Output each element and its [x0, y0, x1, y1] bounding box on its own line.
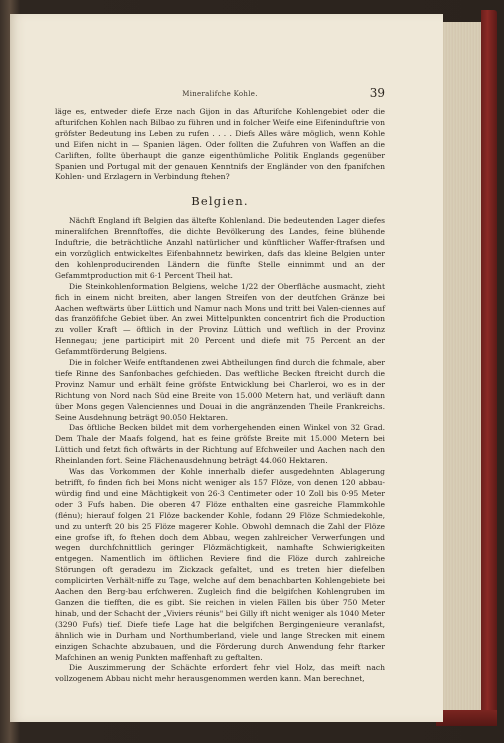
paragraph: Das öftliche Becken bildet mit dem vorhergehenden einen Winkel von 32 Grad. Dem Thale der Maafs folgend, hat es feine gröfste Breite mit 15.000 Metern bei Lüttich und fetzt fich oftwärts in der Richtung auf Efchweiler und Aachen nach den Rheinlanden fort. Seine Flächenausdehnung beträgt 44.060 Hektaren.	[55, 423, 385, 466]
paragraph: Nächft England ift Belgien das ältefte Kohlenland. Die bedeutenden Lager diefes mineralifchen Brennftoffes, die dichte Bevölkerung des Landes, feine blühende Induftrie, die beträchtliche Anzahl natürlicher und künftlicher Waffer-ftrafsen und ein vorzüglich entwickeltes Eifenbahnnetz bewirken, dafs das kleine Belgien unter den kohlenproducirenden Ländern die fünfte Stelle einnimmt und an der Gefammtproduction mit 6·1 Percent Theil hat.	[55, 216, 385, 280]
page-header	[55, 86, 385, 100]
book-cover-edge	[481, 10, 497, 726]
running-head: Mineralifche Kohle.	[182, 90, 258, 98]
paragraph: Was das Vorkommen der Kohle innerhalb diefer ausgedehnten Ablagerung betrifft, fo finden fich bei Mons nicht weniger als 157 Flöze, von denen 120 abbau-würdig find und eine Mächtigkeit von 26·3 Centimeter oder 10 Zoll bis 0·95 Meter oder 3 Fufs haben. Die oberen 47 Flöze enthalten eine gasreiche Flammkohle (flénu); hierauf folgen 21 Flöze backender Kohle, fodann 29 Flöze Schmiedekohle, und zu unterft 20 bis 25 Flöze magerer Kohle. Obwohl demnach die Zahl der Flöze eine grofse ift, fo ftehen doch dem Abbau, wegen zahlreicher Verwerfungen und wegen durchfchnittlich geringer Flözmächtigkeit, namhafte Schwierigkeiten entgegen. Namentlich im öftlichen Reviere find die Flöze durch zahlreiche Störungen oft geradezu im Zickzack gefaltet, und es treten hier diefelben complicirten Verhält-niffe zu Tage, welche auf dem benachbarten Kohlengebiete bei Aachen den Berg-bau erfchweren. Zugleich find die belgifchen Kohlengruben im Ganzen die tiefften, die es gibt. Sie reichen in vielen Fällen bis über 750 Meter hinab, und der Schacht der „Viviers réunis" bei Gilly ift nicht weniger als 1040 Meter (3290 Fufs) tief. Diefe tiefe Lage hat die belgifchen Bergingenieure veranlafst, ähnlich wie in Durham und Northumberland, viele und lange Strecken mit einem einzigen Schachte abzubauen, und die Förderung durch Anwendung fehr ftarker Mafchinen an wenig Punkten maffenhaft zu geftalten.	[55, 467, 385, 662]
paragraph: Die Auszimmerung der Schächte erfordert fehr viel Holz, das meift nach vollzogenem Abbau nicht mehr herausgenommen werden kann. Man berechnet,	[55, 663, 385, 684]
page-number: 39	[369, 86, 385, 100]
paragraph: Die Steinkohlenformation Belgiens, welche 1/22 der Oberfläche ausmacht, zieht fich in einem nicht breiten, aber langen Streifen von der deutfchen Gränze bei Aachen weftwärts über Lüttich und Namur nach Mons und tritt bei Valen-ciennes auf das franzöfifche Gebiet über. An zwei Mittelpunkten concentrirt fich die Production zu voller Kraft — öftlich in der Provinz Lüttich und weftlich in der Provinz Hennegau; jene participirt mit 20 Percent und diefe mit 75 Percent an der Gefammtförderung Belgiens.	[55, 281, 385, 357]
intro-paragraph: läge es, entweder diefe Erze nach Gijon in das Afturifche Kohlengebiet oder die afturifchen Kohlen nach Bilbao zu führen und in folcher Weife eine Eifeninduftrie von gröfster Bedeutung ins Leben zu rufen . . . . Diefs Alles wäre möglich, wenn Kohle und Eifen nicht in — Spanien lägen. Oder follten die Zufuhren von Waffen an die Carliften, follte überhaupt die ganze eigenthümliche Politik Englands gegenüber Spanien und Portugal mit der genauen Kenntnifs der Engländer von den fpanifchen Kohlen- und Erzlagern in Verbindung ftehen?	[55, 107, 386, 182]
book-cover-bottom	[436, 710, 497, 726]
page-edges	[443, 22, 481, 710]
section-title: Belgien.	[191, 194, 249, 209]
page-body	[55, 107, 385, 685]
paragraph: Die in folcher Weife entftandenen zwei Abtheilungen find durch die fchmale, aber tiefe Rinne des Sanfonbaches gefchieden. Das weftliche Becken ftreicht durch die Provinz Namur und erhält feine gröfste Entwicklung bei Charleroi, wo es in der Richtung von Nord nach Süd eine Breite von 15.000 Metern hat, und verläuft dann über Mons gegen Valenciennes und Douai in die angränzenden Theile Frankreichs. Seine Ausdehnung beträgt 90.050 Hektaren.	[55, 358, 385, 422]
